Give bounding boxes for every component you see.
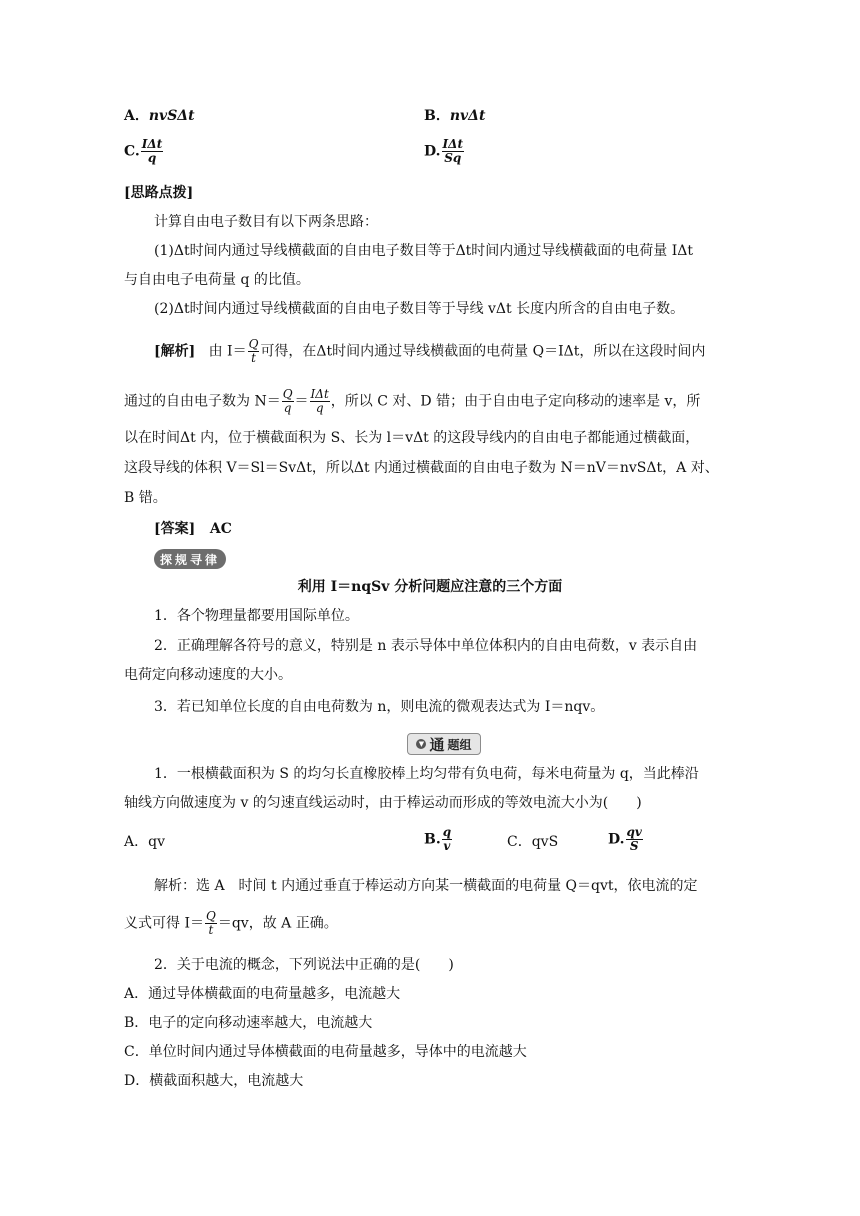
rule-3: 3．若已知单位长度的自由电荷数为 n，则电流的微观表达式为 I＝nqv。 [154,699,605,715]
hint-p2: (2)Δt时间内通过导线横截面的自由电子数目等于导线 vΔt 长度内所含的自由电子数。 [154,301,685,317]
option-d: D. $\frac{\text{IΔt}}{Sq}$ [424,137,463,165]
q2-option-b: B．电子的定向移动速率越大，电流越大 [124,1015,373,1031]
hint-p1-line2: 与自由电子电荷量 q 的比值。 [124,272,310,288]
q1-solution-line1: 解析：选 A 时间 t 内通过垂直于棒运动方向某一横截面的电荷量 Q＝qvt，依电流的定 [154,878,698,894]
q1-option-d: D. $\frac{qv}{S}$ [608,825,642,853]
rule-2-line1: 2．正确理解各符号的意义，特别是 n 表示导体中单位体积内的自由电荷数，v 表示自由 [154,638,698,654]
q2-option-c: C．单位时间内通过导体横截面的电荷量越多，导体中的电流越大 [124,1044,527,1060]
explore-tag: 探规寻律 [154,549,226,569]
q2-stem: 2．关于电流的概念，下列说法中正确的是( ) [154,957,454,973]
option-b: B．nvΔt [424,108,486,124]
q1-option-a: A．qv [124,834,165,850]
analysis-line1: [解析] 由 I＝ $\frac{Q}{t}$ 可得，在Δt时间内通过导线横截面的电荷量 Q＝IΔt，所以在这段时间内 [154,337,706,365]
hint-p1-line1: (1)Δt时间内通过导线横截面的自由电子数目等于Δt时间内通过导线横截面的电荷量 IΔt [154,243,694,259]
q1-solution-line2: 义式可得 I＝ $\frac{Q}{t}$ ＝qv，故 A 正确。 [124,909,338,937]
q2-option-d: D．横截面积越大，电流越大 [124,1073,304,1089]
rule-1: 1．各个物理量都要用国际单位。 [154,608,359,624]
q2-option-a: A．通过导体横截面的电荷量越多，电流越大 [124,986,401,1002]
rule-title: 利用 I＝nqSv 分析问题应注意的三个方面 [297,579,563,595]
hint-intro: 计算自由电子数目有以下两条思路： [154,214,378,230]
analysis-line2: 通过的自由电子数为 N＝ $\frac{Q}{q}$ ＝ $\frac{\text{IΔt}}{q}$ ，所以 C 对、D 错；由于自由电子定向移动的速率是 v，所 [124,387,701,415]
q1-option-b: B. $\frac{q}{v}$ [424,825,452,853]
analysis-line5: B 错。 [124,490,167,506]
q1-stem-line2: 轴线方向做速度为 v 的匀速直线运动时，由于棒运动而形成的等效电流大小为( ) [124,795,642,811]
hint-title: [思路点拨] [124,185,194,201]
answer: [答案] AC [154,521,232,537]
q1-stem-line1: 1．一根横截面积为 S 的均匀长直橡胶棒上均匀带有负电荷，每米电荷量为 q，当此棒沿 [154,766,699,782]
chevron-down-icon: ▼ [416,739,426,749]
option-c: C. $\frac{\text{IΔt}}{q}$ [124,137,163,165]
analysis-line4: 这段导线的体积 V＝Sl＝SvΔt，所以Δt 内通过横截面的自由电子数为 N＝nV＝nvSΔt，A 对、 [124,460,719,476]
option-a: A．nvSΔt [124,108,195,124]
rule-2-line2: 电荷定向移动速度的大小。 [124,667,292,683]
analysis-line3: 以在时间Δt 内，位于横截面积为 S、长为 l＝vΔt 的这段导线内的自由电子都能通过横截面， [124,430,700,446]
practice-group-tag: ▼ 通 题组 [407,733,481,755]
q1-option-c: C．qvS [507,834,559,850]
